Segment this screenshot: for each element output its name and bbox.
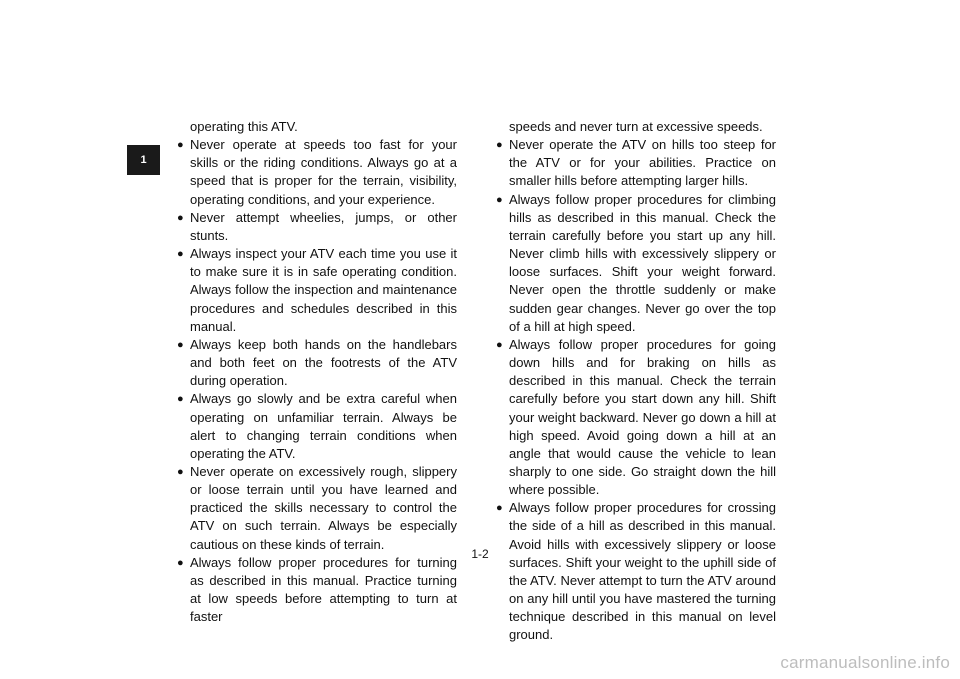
list-item-text: Always follow proper procedures for turning as described in this manual. Practice turning at low speeds before attempting to turn at faster (190, 554, 457, 625)
bullet-icon: ● (177, 338, 184, 351)
list-item (177, 136, 457, 209)
list-item (496, 499, 776, 644)
list-item (177, 390, 457, 463)
list-item-text: Always keep both hands on the handlebars and both feet on the footrests of the ATV during operation. (190, 336, 457, 389)
list-item (177, 245, 457, 336)
list-item (177, 554, 457, 627)
list-item-text: Always follow proper procedures for climbing hills as described in this manual. Check the terrain carefully before you start up any hill. Never climb hills with excessively slippery or loose surfaces. Shift your weight forward. Never open the throttle suddenly or make sudden gear changes. Never go over the top of a hill at high speed. (509, 191, 776, 334)
bullet-icon: ● (496, 139, 503, 152)
left-column (177, 118, 457, 626)
list-item (496, 191, 776, 336)
bullet-icon: ● (496, 502, 503, 515)
page-number: 1-2 (471, 547, 489, 561)
list-item (177, 209, 457, 245)
list-item-text: Always follow proper procedures for crossing the side of a hill as described in this manual. Avoid hills with excessively slippery or loose surfaces. Shift your weight to the uphill side of the ATV. Never attempt to turn the ATV around on any hill until you have mastered the turning technique described in this manual on level ground. (509, 500, 776, 643)
bullet-icon: ● (496, 338, 503, 351)
right-column (496, 118, 776, 645)
continuation-text: operating this ATV. (190, 119, 298, 134)
continuation-text: speeds and never turn at excessive speeds. (509, 119, 763, 134)
list-item-text: Never operate the ATV on hills too steep for the ATV or for your abilities. Practice on smaller hills before attempting larger hills. (509, 137, 776, 189)
list-item (177, 336, 457, 390)
list-item (496, 136, 776, 190)
list-item-text: Never attempt wheelies, jumps, or other stunts. (190, 209, 457, 243)
bullet-icon: ● (177, 211, 184, 224)
bullet-icon: ● (177, 248, 184, 261)
list-item-text: Never operate at speeds too fast for your skills or the riding conditions. Always go at a speed that is proper for the terrain, visibility, operating conditions, and your experience. (190, 137, 457, 207)
list-item-text: Always inspect your ATV each time you use it to make sure it is in safe operating condition. Always follow the inspection and maintenance procedures and schedules described in this manual. (190, 246, 457, 334)
list-item-text: Always follow proper procedures for going down hills and for braking on hills as described in this manual. Check the terrain carefully before you start down any hill. Shift your weight backward. Never go down a hill at high speed. Avoid going down a hill at an angle that would cause the vehicle to lean sharply to one side. Go straight down the hill where possible. (509, 336, 776, 498)
list-item (177, 463, 457, 554)
bullet-icon: ● (177, 139, 184, 152)
bullet-icon: ● (177, 465, 184, 478)
bullet-icon: ● (496, 193, 503, 206)
list-item-text: Always go slowly and be extra careful when operating on unfamiliar terrain. Always be alert to changing terrain conditions when operating the ATV. (190, 391, 457, 461)
chapter-tab: 1 (127, 145, 160, 175)
bullet-icon: ● (177, 556, 184, 569)
bullet-icon: ● (177, 393, 184, 406)
list-item-text: Never operate on excessively rough, slippery or loose terrain until you have learned and practiced the skills necessary to control the ATV on such terrain. Always be especially cautious on these kinds of terrain. (190, 463, 457, 552)
list-item (496, 336, 776, 499)
watermark: carmanualsonline.info (780, 653, 950, 672)
